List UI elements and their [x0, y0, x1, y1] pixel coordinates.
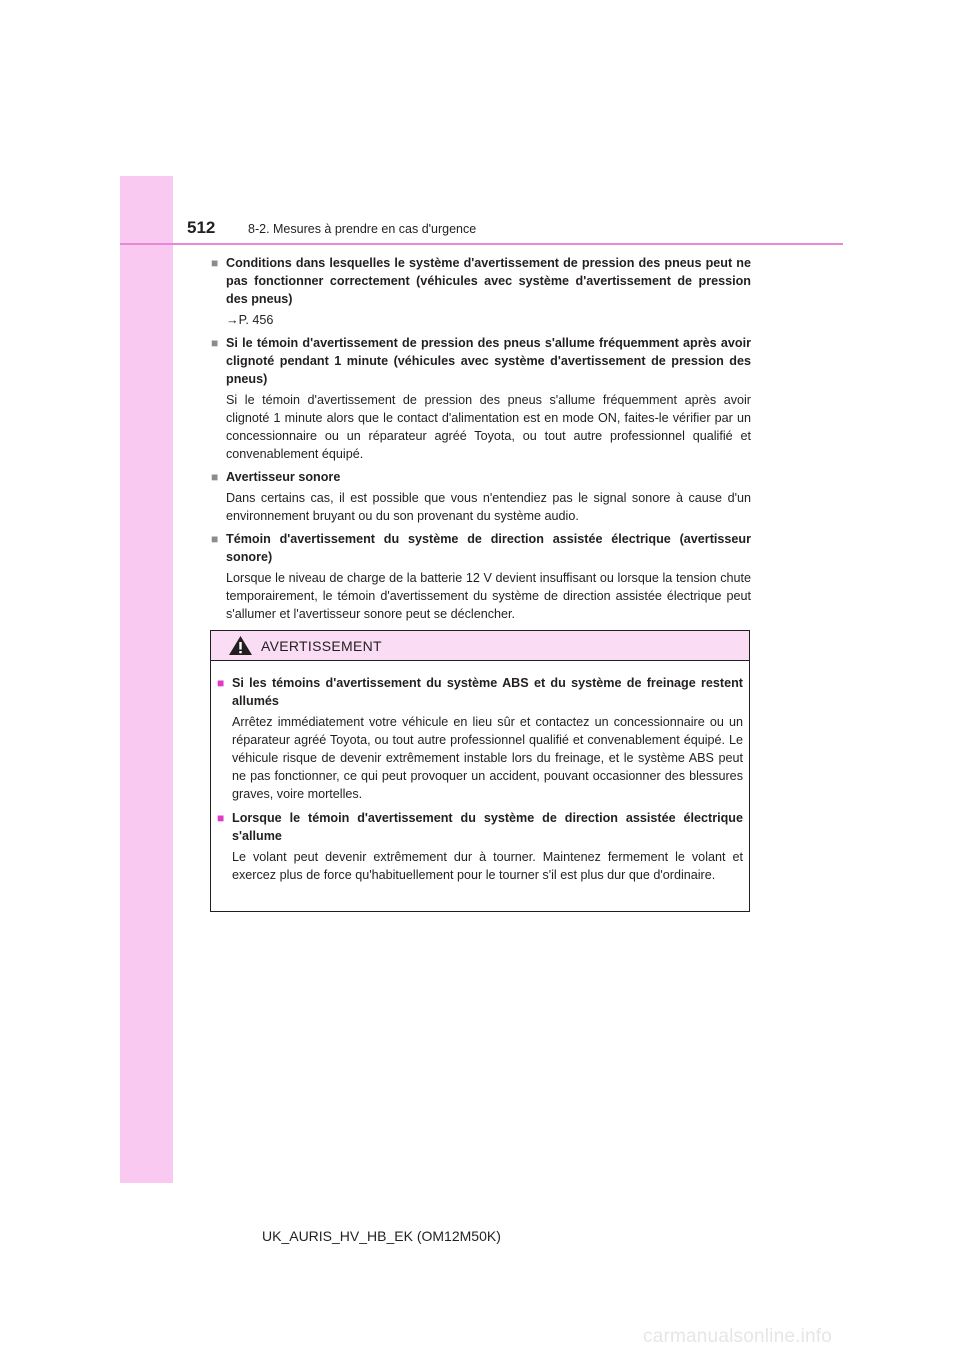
side-color-band	[120, 176, 173, 1183]
warning-item-body: Le volant peut devenir extrêmement dur à tourner. Maintenez fermement le volant et exercez plus de force qu'habituellement pour le tourner s'il est plus dur que d'ordinaire.	[232, 850, 743, 882]
chapter-title: 8-2. Mesures à prendre en cas d'urgence	[248, 222, 477, 236]
warning-box	[210, 630, 750, 912]
square-bullet-icon: ■	[211, 532, 219, 546]
section-title: Conditions dans lesquelles le système d'avertissement de pression des pneus peut ne pas fonctionner correctement (véhicules avec système d'avertissement de pression des pneus)	[226, 256, 751, 306]
section-buzzer	[211, 468, 751, 525]
warning-item-body: Arrêtez immédiatement votre véhicule en lieu sûr et contactez un concessionnaire ou un réparateur agréé Toyota, ou tout autre professionnel qualifié et convenablement équipé. Le véhicule risque de devenir extrêmement instable lors du freinage, et le système ABS peut ne pas fonctionner, ce qui peut provoquer un accident, pouvant occasionner des blessures graves, voire mortelles.	[232, 715, 743, 801]
page-number: 512	[187, 218, 216, 237]
site-watermark: carmanualsonline.info	[643, 1326, 833, 1347]
section-title: Avertisseur sonore	[226, 470, 341, 484]
warning-item-title: Lorsque le témoin d'avertissement du système de direction assistée électrique s'allume	[232, 811, 743, 843]
main-content	[211, 254, 751, 628]
section-tpms-conditions	[211, 254, 751, 329]
section-tpms-light	[211, 334, 751, 463]
warning-label: AVERTISSEMENT	[261, 637, 382, 654]
warning-item-abs	[217, 674, 743, 803]
manual-code: UK_AURIS_HV_HB_EK (OM12M50K)	[262, 1228, 501, 1244]
square-bullet-icon: ■	[211, 470, 219, 484]
section-body: Dans certains cas, il est possible que vous n'entendiez pas le signal sonore à cause d'un environnement bruyant ou du son provenant du système audio.	[226, 491, 751, 523]
page-reference: →P. 456	[226, 313, 274, 327]
section-title: Si le témoin d'avertissement de pression des pneus s'allume fréquemment après avoir clignoté pendant 1 minute (véhicules avec système d'avertissement de pression des pneus)	[226, 336, 751, 386]
square-bullet-icon: ■	[211, 256, 219, 270]
warning-body	[211, 661, 749, 884]
section-body: Si le témoin d'avertissement de pression des pneus s'allume fréquemment après avoir clignoté 1 minute alors que le contact d'alimentation est en mode ON, faites-le vérifier par un concessionnaire ou un réparateur agréé Toyota, ou tout autre professionnel qualifié et convenablement équipé.	[226, 393, 751, 461]
warning-item-title: Si les témoins d'avertissement du système ABS et du système de freinage restent allumés	[232, 676, 743, 708]
section-title: Témoin d'avertissement du système de direction assistée électrique (avertisseur sonore)	[226, 532, 751, 564]
section-body: Lorsque le niveau de charge de la batterie 12 V devient insuffisant ou lorsque la tension chute temporairement, le témoin d'avertissement du système de direction assistée électrique peut s'allumer et l'avertisseur sonore peut se déclencher.	[226, 571, 751, 621]
warning-triangle-icon	[228, 635, 253, 656]
square-bullet-icon: ■	[211, 336, 219, 350]
warning-item-eps	[217, 809, 743, 884]
section-eps-light	[211, 530, 751, 623]
header-rule	[120, 243, 843, 245]
square-bullet-icon: ■	[217, 811, 225, 825]
square-bullet-icon: ■	[217, 676, 225, 690]
warning-header	[211, 631, 749, 661]
